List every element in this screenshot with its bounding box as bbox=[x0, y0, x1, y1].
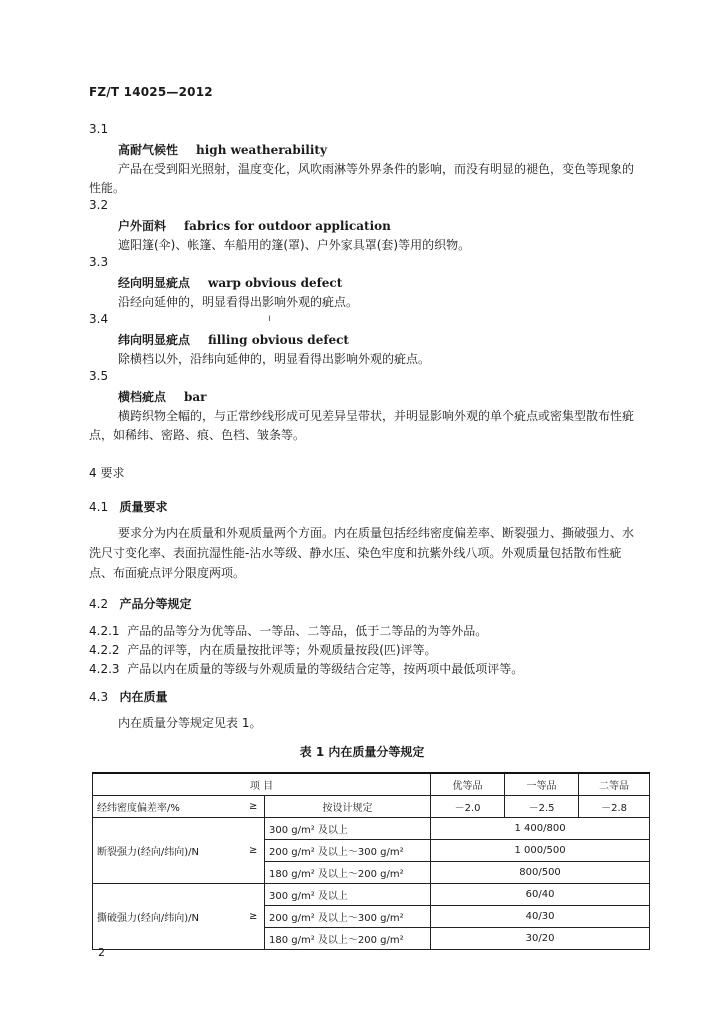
subsection-title: 产品分等规定 bbox=[119, 597, 192, 611]
row-condition: 200 g/m² 及以上～300 g/m² bbox=[265, 906, 431, 928]
comparison-symbol: ≥ bbox=[243, 884, 265, 950]
term-english: bar bbox=[184, 390, 207, 404]
clause-number: 3.1 bbox=[89, 122, 109, 136]
stray-mark: ı bbox=[268, 313, 271, 324]
clause-number: 3.4 bbox=[89, 312, 109, 326]
term-chinese: 经向明显疵点 bbox=[118, 276, 191, 290]
value-first: －2.5 bbox=[505, 796, 579, 818]
body-text: 点、布面疵点评分限度两项。 bbox=[89, 566, 246, 580]
subsection-number: 4.2 bbox=[89, 597, 109, 611]
subsection-heading bbox=[89, 688, 168, 705]
definition-text: 遮阳篷(伞)、帐篷、车船用的篷(罩)、户外家具罩(套)等用的织物。 bbox=[118, 238, 471, 252]
comparison-symbol: ≥ bbox=[243, 818, 265, 884]
row-value: 60/40 bbox=[431, 884, 650, 906]
table-row bbox=[93, 818, 650, 840]
clause-line bbox=[89, 660, 523, 677]
subsection-title: 质量要求 bbox=[119, 500, 168, 514]
row-condition: 200 g/m² 及以上～300 g/m² bbox=[265, 840, 431, 862]
table-row bbox=[93, 884, 650, 906]
clause-number: 3.2 bbox=[89, 198, 109, 212]
term-heading bbox=[118, 331, 349, 348]
header-grade-second: 二等品 bbox=[579, 773, 650, 796]
row-condition: 按设计规定 bbox=[265, 796, 431, 818]
term-english: warp obvious defect bbox=[208, 276, 343, 290]
term-chinese: 户外面料 bbox=[118, 219, 167, 233]
row-value: 800/500 bbox=[431, 862, 650, 884]
subsection-title: 内在质量 bbox=[119, 690, 168, 704]
section-heading: 4 要求 bbox=[89, 466, 125, 480]
term-heading bbox=[118, 274, 342, 291]
row-value: 1 400/800 bbox=[431, 818, 650, 840]
table-header-row bbox=[93, 773, 650, 796]
clause-text: 产品的评等，内在质量按批评等；外观质量按段(匹)评等。 bbox=[127, 643, 437, 657]
definition-text: 除横档以外，沿纬向延伸的，明显看得出影响外观的疵点。 bbox=[118, 352, 431, 366]
clause-number: 4.2.1 bbox=[89, 624, 120, 638]
row-label: 断裂强力(经向/纬向)/N bbox=[93, 818, 243, 884]
body-text: 要求分为内在质量和外观质量两个方面。内在质量包括经纬密度偏差率、断裂强力、撕破强力、水 bbox=[118, 526, 635, 540]
term-english: fabrics for outdoor application bbox=[184, 219, 391, 233]
row-condition: 300 g/m² 及以上 bbox=[265, 884, 431, 906]
row-value: 1 000/500 bbox=[431, 840, 650, 862]
row-label: 撕破强力(经向/纬向)/N bbox=[93, 884, 243, 950]
term-chinese: 纬向明显疵点 bbox=[118, 333, 191, 347]
header-grade-excellent: 优等品 bbox=[431, 773, 505, 796]
header-item: 项 目 bbox=[93, 773, 431, 796]
clause-text: 产品的品等分为优等品、一等品、二等品，低于二等品的为等外品。 bbox=[127, 624, 488, 638]
definition-text: 沿经向延伸的，明显看得出影响外观的疵点。 bbox=[118, 295, 359, 309]
subsection-number: 4.3 bbox=[89, 690, 109, 704]
table-caption: 表 1 内在质量分等规定 bbox=[299, 745, 425, 759]
row-condition: 180 g/m² 及以上～200 g/m² bbox=[265, 862, 431, 884]
term-heading bbox=[118, 388, 207, 405]
quality-grade-table bbox=[92, 772, 650, 950]
row-condition: 300 g/m² 及以上 bbox=[265, 818, 431, 840]
row-condition: 180 g/m² 及以上～200 g/m² bbox=[265, 928, 431, 950]
value-excellent: －2.0 bbox=[431, 796, 505, 818]
row-value: 30/20 bbox=[431, 928, 650, 950]
clause-line bbox=[89, 622, 487, 639]
subsection-heading bbox=[89, 498, 168, 515]
page-number: 2 bbox=[98, 946, 105, 959]
table-row bbox=[93, 796, 650, 818]
term-chinese: 横档疵点 bbox=[118, 390, 167, 404]
body-text: 内在质量分等规定见表 1。 bbox=[118, 716, 262, 730]
clause-number: 4.2.2 bbox=[89, 643, 120, 657]
term-heading bbox=[118, 217, 391, 234]
clause-number: 4.2.3 bbox=[89, 662, 120, 676]
clause-line bbox=[89, 641, 437, 658]
clause-text: 产品以内在质量的等级与外观质量的等级结合定等，按两项中最低项评等。 bbox=[127, 662, 524, 676]
row-value: 40/30 bbox=[431, 906, 650, 928]
header-grade-first: 一等品 bbox=[505, 773, 579, 796]
term-chinese: 高耐气候性 bbox=[118, 143, 179, 157]
clause-number: 3.5 bbox=[89, 369, 109, 383]
definition-text: 性能。 bbox=[89, 181, 126, 195]
comparison-symbol: ≥ bbox=[243, 796, 265, 818]
subsection-heading bbox=[89, 595, 192, 612]
value-second: －2.8 bbox=[579, 796, 650, 818]
standard-number: FZ/T 14025—2012 bbox=[89, 85, 213, 99]
body-text: 洗尺寸变化率、表面抗湿性能-沾水等级、静水压、染色牢度和抗紫外线八项。外观质量包括散布性疵 bbox=[89, 546, 622, 560]
row-label: 经纬密度偏差率/% bbox=[93, 796, 243, 818]
term-english: high weatherability bbox=[196, 143, 327, 157]
term-heading bbox=[118, 141, 327, 158]
clause-number: 3.3 bbox=[89, 255, 109, 269]
definition-text: 产品在受到阳光照射，温度变化，风吹雨淋等外界条件的影响，而没有明显的褪色，变色等现象的 bbox=[118, 162, 635, 176]
definition-text: 点，如稀纬、密路、痕、色档、皱条等。 bbox=[89, 428, 306, 442]
definition-text: 横跨织物全幅的，与正常纱线形成可见差异呈带状，并明显影响外观的单个疵点或密集型散布性疵 bbox=[118, 409, 635, 423]
term-english: filling obvious defect bbox=[208, 333, 349, 347]
subsection-number: 4.1 bbox=[89, 500, 109, 514]
